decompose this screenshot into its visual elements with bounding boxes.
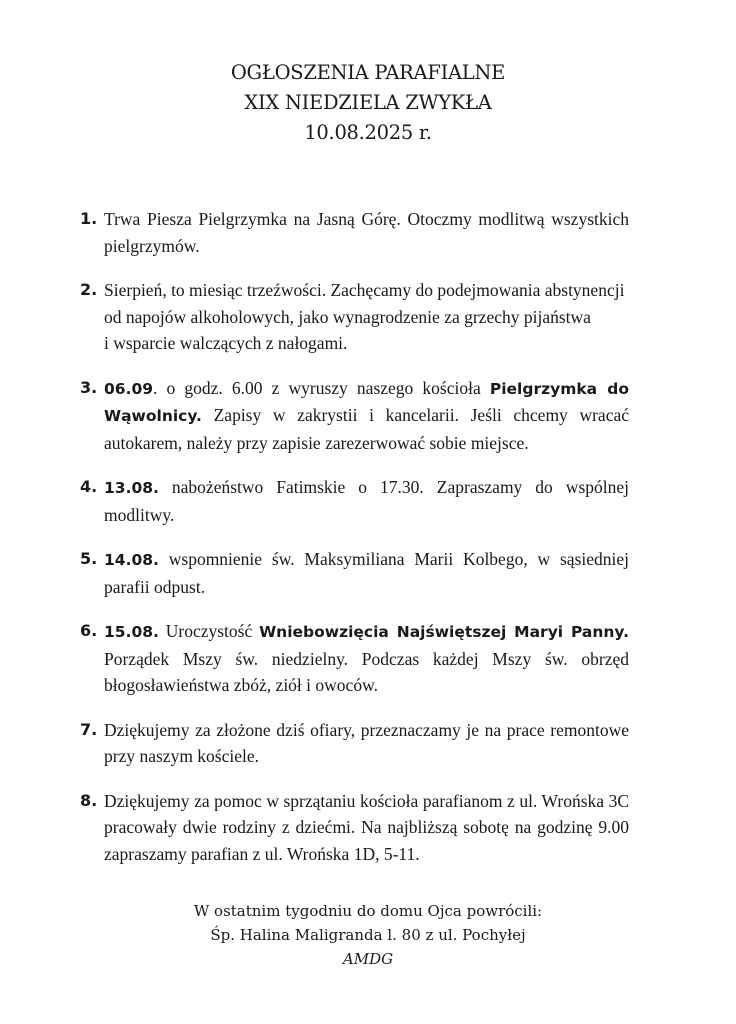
page-footer bbox=[0, 899, 736, 971]
obituary-entry: Śp. Halina Maligranda l. 80 z ul. Pochyłej bbox=[210, 926, 526, 944]
list-item bbox=[80, 206, 629, 259]
page-subtitle: XIX NIEDZIELA ZWYKŁA bbox=[244, 91, 492, 114]
item-text: i wsparcie walczących z nałogami. bbox=[104, 333, 348, 353]
item-text: Zapisy w zakrystii i kancelarii. Jeśli chcemy wracać autokarem, należy przy zapisie zarezerwować sobie miejsce. bbox=[104, 405, 629, 453]
list-item bbox=[80, 717, 629, 770]
item-number: 3. bbox=[80, 377, 98, 397]
item-highlight: Pielgrzymka do Wąwolnicy. bbox=[104, 379, 630, 425]
item-date: 15.08. bbox=[104, 623, 159, 641]
item-text: Porządek Mszy św. niedzielny. Podczas każdej Mszy św. obrzęd błogosławieństwa zbóż, ziół i owoców. bbox=[104, 648, 629, 695]
page-header bbox=[0, 58, 736, 148]
item-text: Trwa Piesza Pielgrzymka na Jasną Górę. Otoczmy modlitwą wszystkich pielgrzymów. bbox=[104, 209, 629, 256]
item-number: 4. bbox=[80, 477, 98, 496]
item-text: Dziękujemy za pomoc w sprzątaniu kościoła parafianom z ul. Wrońska 3C pracowały dwie rodziny z dziećmi. Na najbliższą sobotę na godzinę 9.00 zapraszamy parafian z ul. Wrońska 1D, 5-11. bbox=[104, 790, 629, 864]
page-title: OGŁOSZENIA PARAFIALNE bbox=[230, 61, 506, 84]
item-date: 13.08. bbox=[104, 479, 159, 497]
item-text: Sierpień, to miesiąc trzeźwości. Zachęcamy do podejmowania abstynencji bbox=[104, 280, 625, 300]
closing-motto: AMDG bbox=[342, 950, 394, 968]
item-number: 1. bbox=[80, 209, 98, 228]
item-text: wspomnienie św. Maksymiliana Marii Kolbego, w sąsiedniej parafii odpust. bbox=[104, 549, 629, 597]
item-number: 6. bbox=[80, 621, 98, 640]
list-item bbox=[80, 375, 629, 457]
list-item bbox=[80, 788, 629, 868]
obituary-heading: W ostatnim tygodniu do domu Ojca powrócili: bbox=[193, 902, 543, 920]
item-text: Dziękujemy za złożone dziś ofiary, przeznaczamy je na prace remontowe przy naszym kościele. bbox=[104, 719, 629, 766]
list-item bbox=[80, 277, 629, 357]
item-text: Uroczystość bbox=[158, 621, 260, 641]
item-text: od napojów alkoholowych, jako wynagrodzenie za grzechy pijaństwa bbox=[104, 306, 591, 327]
item-number: 5. bbox=[80, 549, 98, 568]
item-text: . o godz. 6.00 z wyruszy naszego kościoła bbox=[153, 377, 490, 398]
list-item bbox=[80, 618, 629, 699]
item-date: 06.09 bbox=[104, 379, 154, 398]
list-item bbox=[80, 546, 629, 600]
list-item bbox=[80, 474, 629, 528]
page-date: 10.08.2025 r. bbox=[304, 121, 432, 144]
item-number: 7. bbox=[80, 719, 98, 739]
announcement-list bbox=[80, 206, 629, 885]
item-number: 8. bbox=[80, 790, 98, 810]
item-highlight: Wniebowzięcia Najświętszej Maryi Panny. bbox=[259, 623, 629, 641]
item-date: 14.08. bbox=[104, 551, 159, 569]
item-text: nabożeństwo Fatimskie o 17.30. Zapraszamy do wspólnej modlitwy. bbox=[104, 477, 629, 525]
item-number: 2. bbox=[80, 280, 98, 299]
